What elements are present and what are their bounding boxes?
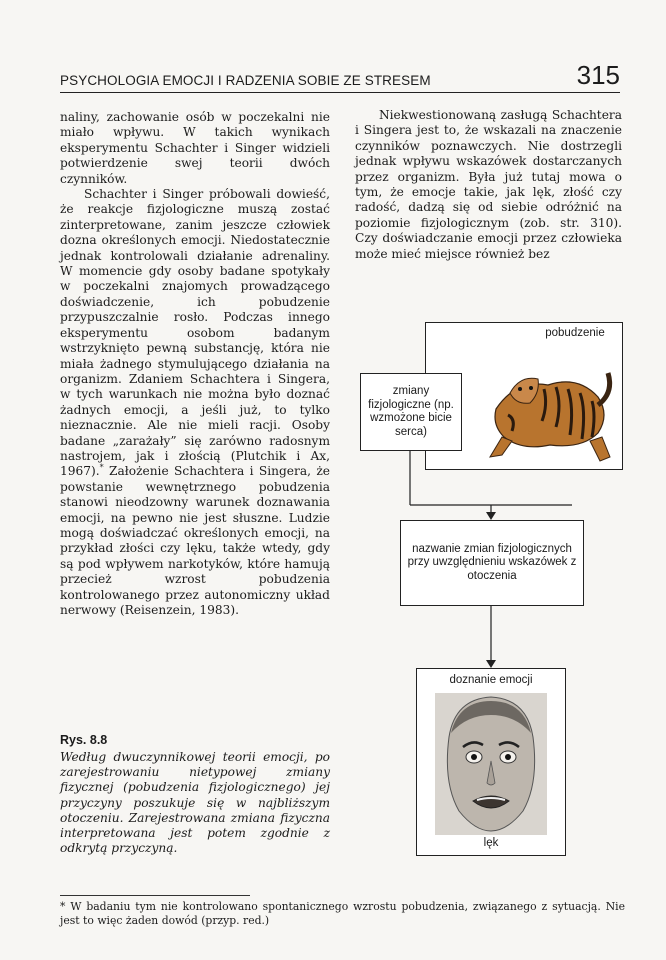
paragraph-text: Założenie Schachtera i Singera, że powstanie wewnętrznego pobudzenia stanowi nieodzowny warunek doznawania emocji, na pewno nie jest słuszne. Ludzie mogą doświadczać określonych emocji, na przykład złości czy lęku, także wtedy, gdy są pod wpływem narkotyków, które hamują przecież wzrost pobudzenia kontrolowanego przez autonomiczny układ nerwowy (Reisenzein, 1983). xyxy=(60,464,330,617)
footnote-mark: * xyxy=(99,463,104,473)
naming-box xyxy=(400,520,584,606)
tiger-illustration xyxy=(486,345,616,463)
paragraph-text: Schachter i Singer próbowali dowieść, że reakcje fizjologiczne muszą zostać zinterpretowane, zanim jeszcze człowiek dozna określonych emocji. Niedostatecznie jednak kontrolowali działanie adrenaliny. W momencie gdy osoby badane spotykały w poczekalni znajomych prowadzącego doświadczenie, ich pobudzenie przypuszczalnie rosło. Podczas innego eksperymentu osobom badanym wstrzyknięto pewną substancję, która nie miała żadnego stymulującego działania na organizm. Zdaniem Schachtera i Singera, w tych warunkach nie można było doznać żadnych emocji, a jeśli już, to tylko nieznacznie. Ale nie mieli racji. Osoby badane „zarażały” się zarówno radosnym nastrojem, jak i złością (Plutchik i Ax, 1967). xyxy=(60,187,330,479)
arrow-head xyxy=(486,512,496,520)
page-number: 315 xyxy=(576,60,620,90)
physiological-label: zmiany fizjologiczne (np. wzmożone bicie serca) xyxy=(368,385,454,438)
paragraph: naliny, zachowanie osób w poczekalni nie miało wpływu. W takich wynikach eksperymentu Schachter i Singer widzieli potwierdzenie swej teorii dwóch czynników. xyxy=(60,110,330,186)
emotion-label: doznanie emocji xyxy=(449,674,533,686)
footnote-rule xyxy=(60,895,250,896)
figure-label: Rys. 8.8 xyxy=(60,733,108,747)
emotion-name: lęk xyxy=(483,837,499,849)
naming-label: nazwanie zmian fizjologicznych przy uwzględnieniu wskazówek z otoczenia xyxy=(407,542,577,582)
physiological-changes-box xyxy=(360,373,462,451)
figure-caption: Według dwuczynnikowej teorii emocji, po zarejestrowaniu nietypowej zmiany fizycznej (pobudzenia fizjologicznego) jej przyczyny poszukuje się w najbliższym otoczeniu. Zarejestrowana zmiana fizyczna interpretowana jest potem zgodnie z odkrytą przyczyną. xyxy=(60,750,330,856)
footnote: * W badaniu tym nie kontrolowano spontanicznego wzrostu pobudzenia, związanego z sytuacją. Nie jest to więc żaden dowód (przyp. red.) xyxy=(60,900,625,927)
arrow-head xyxy=(486,660,496,668)
emotion-box xyxy=(416,668,566,856)
running-head: PSYCHOLOGIA EMOCJI I RADZENIA SOBIE ZE STRESEM xyxy=(60,73,431,88)
arousal-label: pobudzenie xyxy=(545,327,605,339)
frightened-face-photo xyxy=(435,693,547,835)
paragraph: Niekwestionowaną zasługą Schachtera i Singera jest to, że wskazali na znaczenie czynników poznawczych. Nie dostrzegli jednak wpływu wskazówek dostarczanych przez organizm. Była już tutaj mowa o tym, że emocje takie, jak lęk, złość czy radość, dadzą się od siebie odróżnić na poziomie fizjologicznym (zob. str. 310). Czy doświadczanie emocji przez człowieka może mieć miejsce również bez xyxy=(355,108,622,261)
